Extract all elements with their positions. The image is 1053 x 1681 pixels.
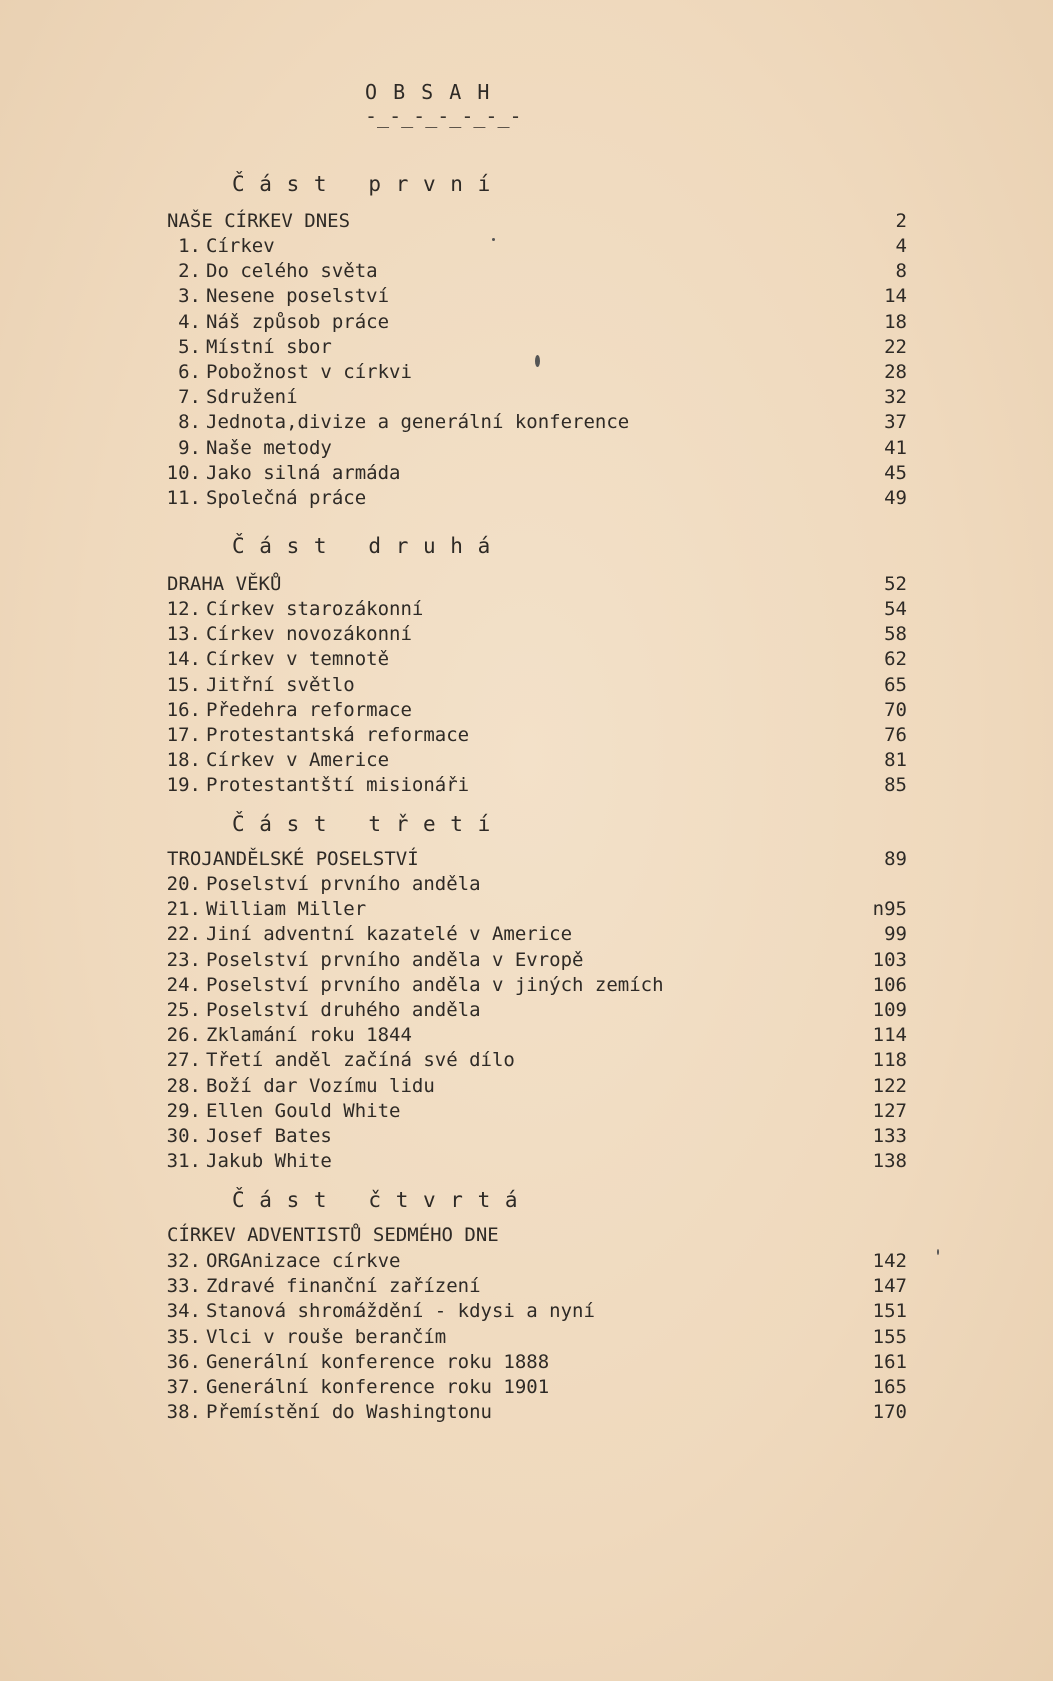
chapter-title: Ellen Gould White — [206, 1099, 401, 1122]
page-number: 147 — [872, 1275, 907, 1298]
section-title-row — [155, 1223, 907, 1248]
chapter-number: 11. — [166, 487, 201, 509]
chapter-number: 16. — [166, 698, 201, 721]
page-number: 14 — [884, 285, 907, 308]
chapter-number: 6. — [178, 361, 201, 383]
chapter-title: Místní sbor — [206, 335, 332, 358]
part-heading: Č á s t č t v r t á — [232, 1188, 519, 1212]
section-title: DRAHA VĚKŮ — [167, 573, 282, 595]
page-number: 22 — [884, 335, 907, 358]
page-number: 161 — [872, 1350, 907, 1373]
section-title-row — [155, 572, 907, 597]
part-heading: Č á s t t ř e t í — [232, 812, 492, 836]
chapter-title: Třetí anděl začíná své dílo — [206, 1049, 515, 1072]
toc-entry — [155, 973, 907, 998]
chapter-title: Poselství druhého anděla — [206, 999, 481, 1021]
chapter-title: Poselství prvního anděla v Evropě — [206, 948, 584, 971]
page-number: 103 — [872, 948, 907, 971]
chapter-title: Jednota,divize a generální konference — [206, 411, 630, 434]
page-number: 114 — [872, 1024, 907, 1047]
chapter-title: Náš způsob práce — [206, 310, 390, 333]
page-number: 127 — [872, 1099, 907, 1122]
toc-entry — [155, 948, 907, 973]
section-title-row — [155, 847, 907, 872]
page-number: 170 — [872, 1401, 907, 1424]
chapter-title: Stanová shromáždění - kdysi a nyní — [206, 1300, 595, 1323]
toc-entry — [155, 1074, 907, 1099]
chapter-title: Protestantští misionáři — [206, 774, 470, 797]
toc-entry — [155, 897, 907, 922]
chapter-title: Sdružení — [206, 386, 298, 409]
page-number: 151 — [872, 1300, 907, 1323]
chapter-number: 20. — [166, 873, 201, 895]
page-number: 118 — [872, 1049, 907, 1072]
chapter-title: Církev v temnotě — [206, 648, 390, 671]
toc-entry — [155, 1325, 907, 1350]
page-number: 18 — [884, 310, 907, 333]
chapter-number: 29. — [166, 1099, 201, 1122]
page-number: 54 — [884, 598, 907, 620]
part-heading: Č á s t d r u h á — [232, 534, 492, 558]
chapter-number: 26. — [166, 1024, 201, 1047]
toc-entry — [155, 1023, 907, 1048]
chapter-title: Boží dar Vozímu lidu — [206, 1074, 435, 1097]
toc-entry — [155, 486, 907, 511]
toc-entry — [155, 1375, 907, 1400]
chapter-number: 21. — [166, 898, 201, 921]
chapter-title: Josef Bates — [206, 1125, 332, 1147]
chapter-title: Církev — [206, 235, 275, 257]
chapter-title: Jako silná armáda — [206, 461, 401, 484]
chapter-title: Poselství prvního anděla v jiných zemích — [206, 973, 664, 996]
chapter-number: 17. — [166, 724, 201, 746]
toc-entry — [155, 1350, 907, 1375]
toc-entry — [155, 234, 907, 259]
chapter-title: Církev starozákonní — [206, 598, 424, 620]
toc-entry — [155, 998, 907, 1023]
toc-entry — [155, 1274, 907, 1299]
chapter-title: Vlci v rouše berančím — [206, 1325, 447, 1348]
chapter-number: 36. — [166, 1350, 201, 1373]
page-number: n95 — [872, 898, 907, 921]
page-number: 8 — [895, 260, 907, 283]
chapter-title: Naše metody — [206, 436, 332, 459]
toc-entry — [155, 335, 907, 360]
section-title-row — [155, 209, 907, 234]
toc-entry — [155, 284, 907, 309]
chapter-number: 32. — [166, 1250, 201, 1272]
chapter-title: Církev v Americe — [206, 749, 390, 772]
chapter-number: 18. — [166, 749, 201, 772]
chapter-number: 10. — [166, 461, 201, 484]
chapter-number: 25. — [166, 999, 201, 1021]
section-title: TROJANDĚLSKÉ POSELSTVÍ — [167, 848, 419, 870]
chapter-title: Nesene poselství — [206, 285, 390, 308]
toc-entry — [155, 647, 907, 672]
chapter-title: Jitřní světlo — [206, 673, 355, 696]
chapter-number: 13. — [166, 623, 201, 646]
chapter-number: 31. — [166, 1150, 201, 1173]
page-number: 37 — [884, 411, 907, 434]
toc-entry — [155, 436, 907, 461]
chapter-number: 9. — [178, 436, 201, 459]
page-number: 138 — [872, 1150, 907, 1173]
chapter-title: Zklamání roku 1844 — [206, 1024, 412, 1047]
page-number: 109 — [872, 999, 907, 1021]
title-underline: -_-_-_-_-_-_- — [365, 104, 522, 128]
section-title: CÍRKEV ADVENTISTŮ SEDMÉHO DNE — [167, 1224, 499, 1246]
page-number: 122 — [872, 1074, 907, 1097]
chapter-number: 12. — [166, 598, 201, 620]
page-number: 99 — [884, 923, 907, 946]
ink-speck — [535, 355, 540, 367]
toc-entry — [155, 1149, 907, 1174]
chapter-number: 15. — [166, 673, 201, 696]
chapter-number: 38. — [166, 1401, 201, 1424]
toc-entry — [155, 597, 907, 622]
ink-speck — [492, 238, 495, 241]
chapter-number: 34. — [166, 1300, 201, 1323]
chapter-title: Generální konference roku 1901 — [206, 1376, 550, 1398]
toc-entry — [155, 773, 907, 798]
part-heading: Č á s t p r v n í — [232, 172, 492, 196]
toc-entry — [155, 1124, 907, 1149]
toc-entry — [155, 1099, 907, 1124]
page-number: 76 — [884, 724, 907, 746]
chapter-number: 35. — [166, 1325, 201, 1348]
toc-entry — [155, 922, 907, 947]
toc-entry — [155, 461, 907, 486]
toc-entry — [155, 385, 907, 410]
chapter-number: 28. — [166, 1074, 201, 1097]
page-number: 4 — [895, 235, 907, 257]
chapter-number: 33. — [166, 1275, 201, 1298]
chapter-title: Přemístění do Washingtonu — [206, 1401, 492, 1424]
chapter-number: 4. — [178, 310, 201, 333]
chapter-number: 19. — [166, 774, 201, 797]
chapter-title: Jiní adventní kazatelé v Americe — [206, 923, 573, 946]
page-number: 32 — [884, 386, 907, 409]
document-title: O B S A H — [365, 80, 492, 104]
page-number: 85 — [884, 774, 907, 797]
chapter-number: 30. — [166, 1125, 201, 1147]
page-number: 28 — [884, 361, 907, 383]
toc-entry — [155, 1048, 907, 1073]
chapter-number: 5. — [178, 335, 201, 358]
page-number: 49 — [884, 487, 907, 509]
toc-entry — [155, 1249, 907, 1274]
chapter-number: 24. — [166, 973, 201, 996]
page-number: 155 — [872, 1325, 907, 1348]
section-page-number: 89 — [884, 848, 907, 870]
chapter-title: Církev novozákonní — [206, 623, 412, 646]
chapter-title: Jakub White — [206, 1150, 332, 1173]
page-number: 65 — [884, 673, 907, 696]
chapter-title: William Miller — [206, 898, 367, 921]
page-number: 70 — [884, 698, 907, 721]
page-number: 165 — [872, 1376, 907, 1398]
toc-entry — [155, 310, 907, 335]
page-number: 41 — [884, 436, 907, 459]
section-title: NAŠE CÍRKEV DNES — [167, 210, 351, 232]
toc-entry — [155, 698, 907, 723]
chapter-number: 27. — [166, 1049, 201, 1072]
page-number: 142 — [872, 1250, 907, 1272]
chapter-number: 22. — [166, 923, 201, 946]
page-number: 45 — [884, 461, 907, 484]
chapter-title: Společná práce — [206, 487, 367, 509]
page-number: 106 — [872, 973, 907, 996]
chapter-number: 37. — [166, 1376, 201, 1398]
page-number: 58 — [884, 623, 907, 646]
chapter-number: 1. — [178, 235, 201, 257]
toc-entry — [155, 673, 907, 698]
chapter-title: Poselství prvního anděla — [206, 873, 481, 895]
chapter-title: ORGAnizace církve — [206, 1250, 401, 1272]
section-page-number: 2 — [895, 210, 907, 232]
toc-entry — [155, 622, 907, 647]
page-number: 62 — [884, 648, 907, 671]
page-number: 81 — [884, 749, 907, 772]
toc-entry — [155, 872, 907, 897]
toc-entry — [155, 748, 907, 773]
chapter-title: Pobožnost v církvi — [206, 361, 412, 383]
chapter-title: Generální konference roku 1888 — [206, 1350, 550, 1373]
chapter-number: 23. — [166, 948, 201, 971]
chapter-number: 8. — [178, 411, 201, 434]
toc-entry — [155, 723, 907, 748]
chapter-number: 2. — [178, 260, 201, 283]
toc-entry — [155, 259, 907, 284]
chapter-title: Zdravé finanční zařízení — [206, 1275, 481, 1298]
ink-speck — [937, 1249, 939, 1255]
chapter-title: Předehra reformace — [206, 698, 412, 721]
chapter-number: 3. — [178, 285, 201, 308]
chapter-number: 7. — [178, 386, 201, 409]
chapter-title: Protestantská reformace — [206, 724, 470, 746]
chapter-number: 14. — [166, 648, 201, 671]
chapter-title: Do celého světa — [206, 260, 378, 283]
toc-entry — [155, 410, 907, 435]
page-number: 133 — [872, 1125, 907, 1147]
toc-entry — [155, 1299, 907, 1324]
section-page-number: 52 — [884, 573, 907, 595]
toc-entry — [155, 360, 907, 385]
toc-entry — [155, 1400, 907, 1425]
